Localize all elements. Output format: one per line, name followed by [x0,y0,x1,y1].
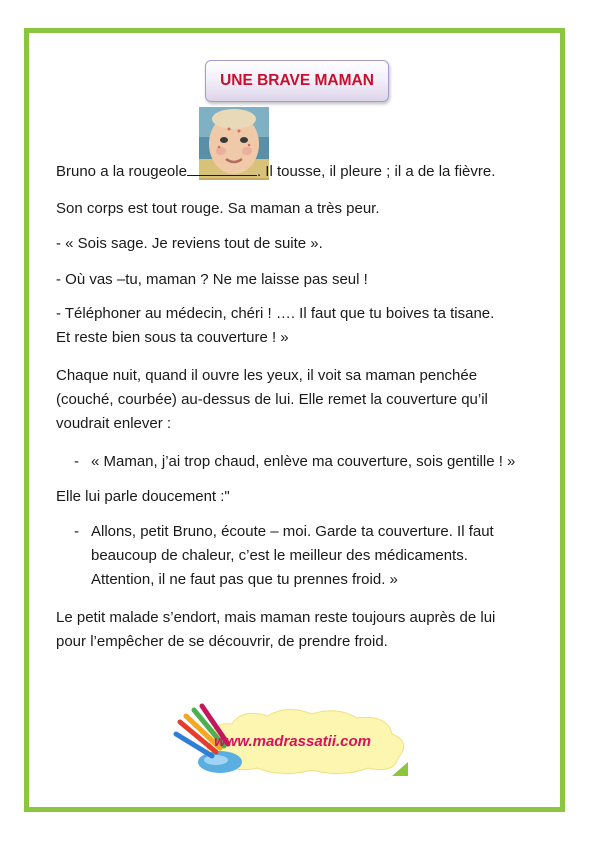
bullet-dash: - [74,453,79,470]
text-line: Chaque nuit, quand il ouvre les yeux, il voit sa maman penchée [56,367,478,384]
text-line: - Téléphoner au médecin, chéri ! …. Il faut que tu boives ta tisane. [56,305,495,322]
text-line: beaucoup de chaleur, c’est le meilleur des médicaments. [91,547,468,564]
photo-placeholder-underline [187,161,257,176]
text-line: - Où vas –tu, maman ? Ne me laisse pas seul ! [56,271,368,288]
text-line: - « Sois sage. Je reviens tout de suite ». [56,235,323,252]
title-box [205,60,389,102]
bullet-dash: - [74,523,79,540]
text-line: « Maman, j’ai trop chaud, enlève ma couverture, sois gentille ! » [91,453,516,470]
text-line: voudrait enlever : [56,415,172,432]
text-line: Elle lui parle doucement :" [56,488,230,505]
logo-url-text: www.madrassatii.com [214,733,372,750]
text-line: Allons, petit Bruno, écoute – moi. Garde ta couverture. Il faut [91,523,494,540]
text-line: Bruno a la rougeole . Il tousse, il pleure ; il a de la fièvre. [56,163,496,180]
text-line: Et reste bien sous ta couverture ! » [56,329,289,346]
page-title: UNE BRAVE MAMAN [220,72,374,89]
text-line: (couché, courbée) au-dessus de lui. Elle remet la couverture qu’il [56,391,488,408]
text-line: Son corps est tout rouge. Sa maman a très peur. [56,200,380,217]
text-line: Attention, il ne faut pas que tu prennes froid. » [91,571,398,588]
text-line: pour l’empêcher de se découvrir, de prendre froid. [56,633,388,650]
text-line: Le petit malade s’endort, mais maman reste toujours auprès de lui [56,609,496,626]
